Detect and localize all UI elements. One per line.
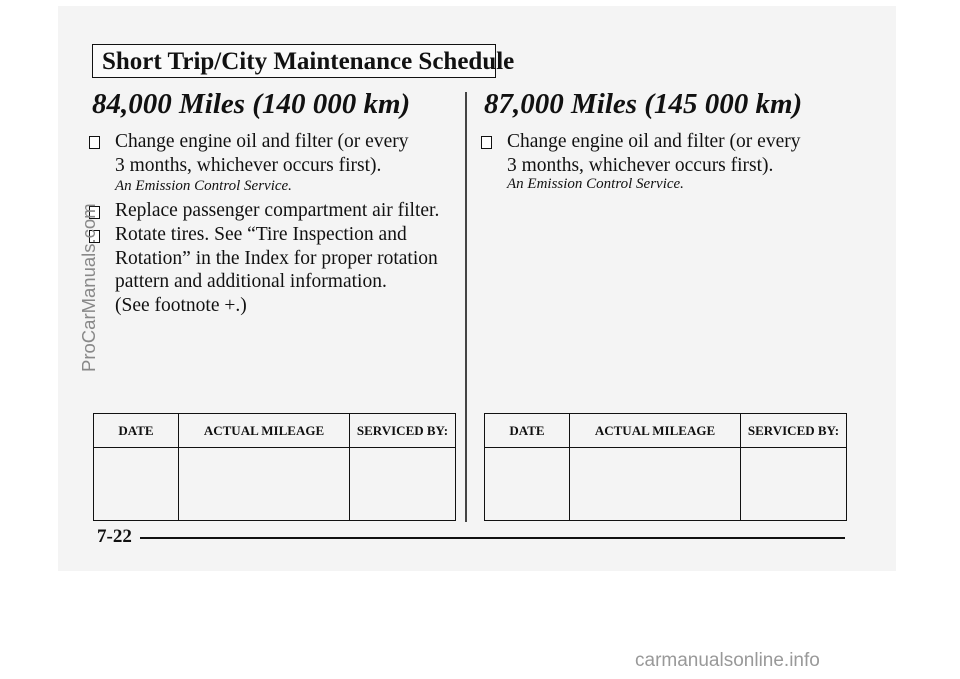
watermark-left: ProCarManuals.com (78, 203, 99, 372)
table-row (94, 448, 456, 521)
item-line: Change engine oil and filter (or every (115, 131, 409, 152)
footer-rule (140, 537, 845, 539)
column-divider (465, 92, 467, 522)
column-header-date: DATE (485, 414, 570, 448)
item-line: 3 months, whichever occurs first). (115, 154, 382, 176)
emission-note-right: An Emission Control Service. (507, 176, 684, 192)
mileage-cell[interactable] (179, 448, 350, 521)
serviced-by-cell[interactable] (741, 448, 847, 521)
emission-note-left: An Emission Control Service. (115, 178, 292, 194)
item-line: Rotation” in the Index for proper rotation (115, 247, 438, 269)
item-line: Replace passenger compartment air filter. (115, 200, 440, 221)
column-header-serviced-by: SERVICED BY: (741, 414, 847, 448)
date-cell[interactable] (94, 448, 179, 521)
item-line: Change engine oil and filter (or every (507, 131, 801, 152)
item-line: 3 months, whichever occurs first). (507, 154, 774, 176)
checkbox-oil-change-right[interactable] (481, 136, 492, 149)
item-line: pattern and additional information. (115, 271, 387, 292)
date-cell[interactable] (485, 448, 570, 521)
mileage-cell[interactable] (570, 448, 741, 521)
column-header-actual-mileage: ACTUAL MILEAGE (570, 414, 741, 448)
column-header-date: DATE (94, 414, 179, 448)
item-air-filter (115, 199, 439, 223)
item-line: Rotate tires. See “Tire Inspection and (115, 224, 407, 245)
item-line: (See footnote +.) (115, 294, 247, 316)
table-header-row (94, 414, 456, 448)
serviced-by-cell[interactable] (350, 448, 456, 521)
column-header-actual-mileage: ACTUAL MILEAGE (179, 414, 350, 448)
item-oil-change-left (115, 130, 408, 177)
checkbox-oil-change-left[interactable] (89, 136, 100, 149)
page-number: 7-22 (97, 526, 132, 547)
service-log-table-left (93, 413, 456, 521)
left-interval-title: 84,000 Miles (140 000 km) (92, 88, 411, 120)
table-row (485, 448, 847, 521)
section-header-title: Short Trip/City Maintenance Schedule (102, 48, 515, 75)
column-header-serviced-by: SERVICED BY: (350, 414, 456, 448)
item-oil-change-right (507, 130, 800, 177)
watermark-bottom: carmanualsonline.info (635, 650, 820, 671)
right-interval-title: 87,000 Miles (145 000 km) (484, 88, 803, 120)
item-rotate-tires (115, 223, 438, 317)
table-header-row (485, 414, 847, 448)
service-log-table-right (484, 413, 847, 521)
